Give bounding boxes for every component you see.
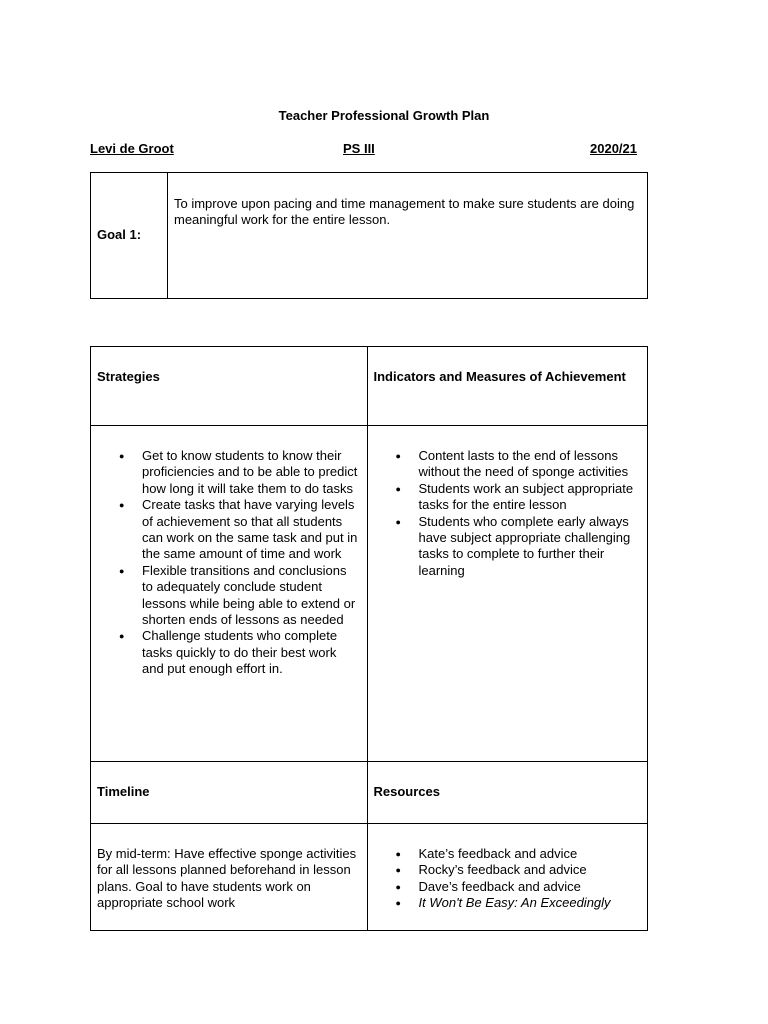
indicators-list <box>374 448 642 579</box>
strategy-item: ● Create tasks that have varying levels of achievement so that all students can work on the same task and put in the same amount of time and work <box>97 497 361 563</box>
indicator-item: ● Students work an subject appropriate tasks for the entire lesson <box>374 481 642 514</box>
resources-cell <box>367 824 648 931</box>
strategy-item: ● Get to know students to know their proficiencies and to be able to predict how long it will take them to do tasks <box>97 448 361 497</box>
goal-label: Goal 1: <box>91 173 168 299</box>
teacher-name: Levi de Groot <box>90 141 174 156</box>
indicators-cell <box>367 426 648 762</box>
school-year: 2020/21 <box>590 141 637 156</box>
timeline-header: Timeline <box>91 762 368 824</box>
strategies-list <box>97 448 361 678</box>
strategies-header: Strategies <box>91 347 368 426</box>
program-label: PS III <box>343 141 375 156</box>
resources-header: Resources <box>367 762 648 824</box>
indicators-header: Indicators and Measures of Achievement <box>367 347 648 426</box>
indicator-item: ● Content lasts to the end of lessons without the need of sponge activities <box>374 448 642 481</box>
goal-table <box>90 172 648 299</box>
strategy-item: ● Challenge students who complete tasks quickly to do their best work and put enough effort in. <box>97 628 361 677</box>
strategy-item: ● Flexible transitions and conclusions to adequately conclude student lessons while being able to extend or shorten ends of lessons as needed <box>97 563 361 629</box>
indicator-item: ● Students who complete early always have subject appropriate challenging tasks to complete to further their learning <box>374 514 642 580</box>
resource-item: ● Kate’s feedback and advice <box>374 846 642 862</box>
resource-item: ● Rocky’s feedback and advice <box>374 862 642 878</box>
resource-item: ● Dave’s feedback and advice <box>374 879 642 895</box>
plan-table <box>90 346 648 931</box>
resource-book-item: ● It Won't Be Easy: An Exceedingly <box>374 895 642 911</box>
goal-text: To improve upon pacing and time management to make sure students are doing meaningful work for the entire lesson. <box>168 173 648 299</box>
timeline-text: By mid-term: Have effective sponge activities for all lessons planned beforehand in lesson plans. Goal to have students work on appropriate school work <box>91 824 368 931</box>
document-title: Teacher Professional Growth Plan <box>278 108 490 123</box>
resources-list <box>374 846 642 912</box>
strategies-cell <box>91 426 368 762</box>
